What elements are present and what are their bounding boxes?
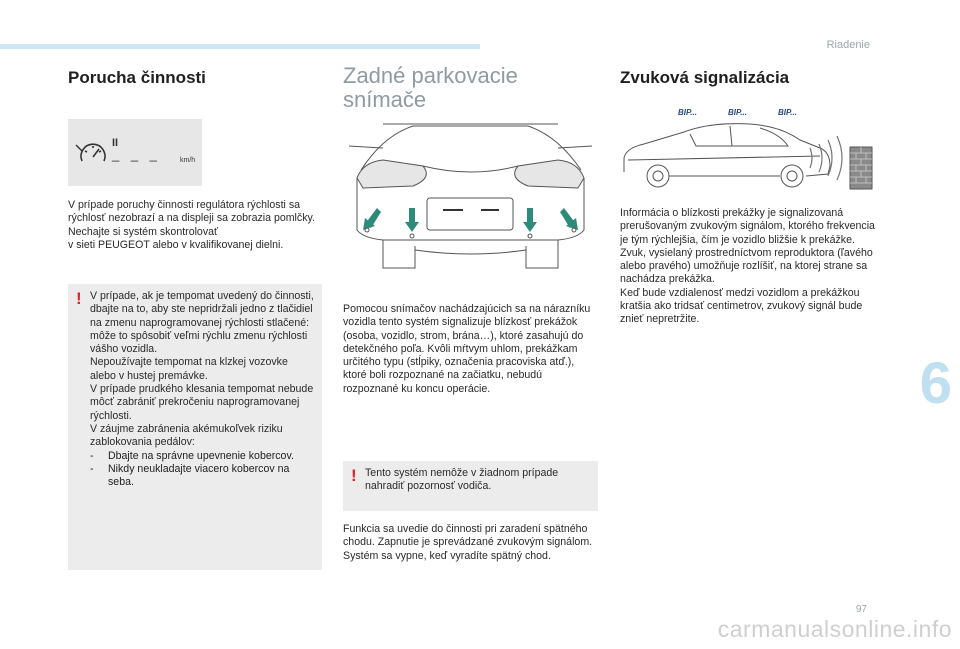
page-number: 97 — [855, 604, 867, 615]
warning-icon: ! — [76, 289, 82, 308]
driver-attention-warning-text: Tento systém nemôže v žiadnom prípade nahradiť pozornosť vodiča. — [365, 467, 559, 493]
cruise-bars: II — [112, 137, 119, 149]
malfunction-title: Porucha činnosti — [68, 68, 206, 87]
malfunction-text-block — [68, 199, 322, 252]
instrument-display — [68, 119, 202, 186]
driver-attention-warning-box — [343, 461, 598, 511]
speed-unit: km/h — [180, 157, 196, 164]
car-rear-image — [343, 118, 598, 290]
beep-label: BIP... — [728, 108, 747, 117]
column-audible — [620, 60, 878, 88]
column-rear-sensors — [343, 60, 598, 112]
list-item: - Nikdy neukladajte viacero kobercov na seba. — [90, 462, 290, 489]
top-accent-bar — [0, 44, 480, 49]
cruise-warning-text: V prípade, ak je tempomat uvedený do činnosti, dbajte na to, aby ste nepridržali jedno z tlačidiel na zmenu naprogramovanej rýchlosti stlačené: môže to spôsobiť veľmi rýchlu zmenu rýchlosti vášho vozidla. Nepoužívajte tempomat na klzkej vozovke alebo v hustej premávke. V prípade prudkého klesania tempomat nebude môcť zabrániť prekročeniu naprogramovanej rýchlosti. V záujme zabránenia akémukoľvek riziku zablokovania pedálov: — [90, 290, 314, 449]
activation-body: Funkcia sa uvedie do činnosti pri zaradení spätného chodu. Zapnutie je sprevádzané zvukovým signálom. Systém sa vypne, keď vyradíte spätný chod. — [343, 523, 593, 562]
malfunction-body: V prípade poruchy činnosti regulátora rýchlosti sa rýchlosť nezobrazí a na displeji sa zobrazia pomlčky. Nechajte si systém skontrolovať v sieti PEUGEOT alebo v kvalifikovanej dielni. — [68, 199, 315, 251]
warning-icon: ! — [351, 466, 357, 485]
watermark: carmanualsonline.info — [717, 616, 952, 642]
rear-sensors-text-block — [343, 303, 598, 396]
car-side-illustration — [620, 100, 878, 194]
rear-sensors-title: Zadné parkovacie snímače — [343, 63, 518, 112]
audible-body: Informácia o blízkosti prekážky je signalizovaná prerušovaným zvukovým signálom, ktorého frekvencia je tým rýchlejšia, čím je vozidlo bližšie k prekážke. Zvuk, vysielaný prostredníctvom reproduktora (ľavého alebo pravého) umožňuje rozlíšiť, na ktorej strane sa nachádza prekážka. Keď bude vzdialenosť medzi vozidlom a prekážkou kratšia ako tridsať centimetrov, zvukový signál bude znieť nepretržite. — [620, 207, 875, 326]
cruise-warning-box — [68, 284, 322, 570]
car-side-image — [620, 100, 878, 194]
activation-text-block — [343, 523, 598, 563]
column-malfunction — [68, 60, 322, 88]
rear-sensors-body: Pomocou snímačov nachádzajúcich sa na nárazníku vozidla tento systém signalizuje blízkosť prekážok (osoba, vozidlo, strom, brána…), ktoré zasahujú do detekčného poľa. Kvôli mŕtvym uhlom, prekážkam určitého typu (stĺpiky, označenia pracoviska atď.), ktoré boli rozpoznané na začiatku, nebudú rozpoznané ku koncu operácie. — [343, 303, 591, 395]
chapter-number: 6 — [919, 351, 952, 416]
car-rear-illustration — [343, 118, 598, 290]
audible-text-block — [620, 207, 878, 327]
warning-list — [90, 450, 314, 490]
list-item: - Dbajte na správne upevnenie kobercov. — [90, 449, 294, 462]
section-label: Riadenie — [826, 39, 870, 51]
beep-label: BIP... — [678, 108, 697, 117]
audible-title: Zvuková signalizácia — [620, 68, 790, 87]
speed-dashes: _ _ _ — [112, 147, 161, 162]
beep-label: BIP... — [778, 108, 797, 117]
